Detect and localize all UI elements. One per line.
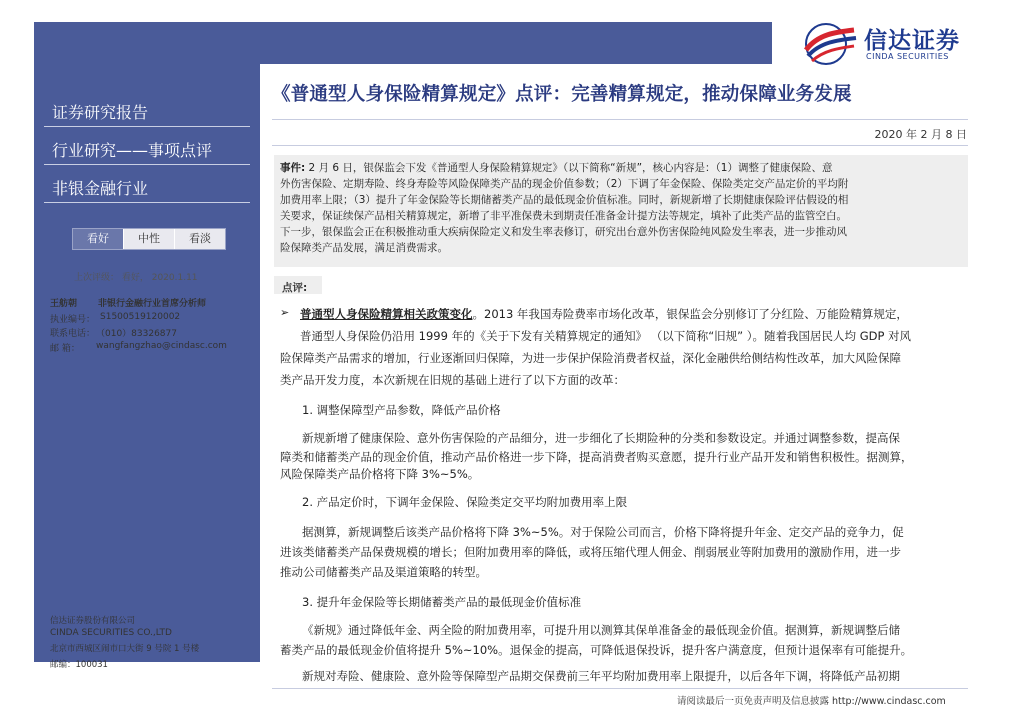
logo-mark-icon <box>798 20 860 66</box>
company-logo <box>798 18 978 66</box>
report-date: 2020 年 2 月 8 日 <box>874 128 967 141</box>
paragraph-line: 推动公司储蓄类产品及渠道策略的转型。 <box>280 565 487 579</box>
logo-text-cn: 信达证券 <box>864 28 960 54</box>
event-line: 险保障类产品发展，满足消费需求。 <box>280 242 448 254</box>
report-type: 证券研究报告 <box>52 103 149 122</box>
event-line: 下一步，银保监会正在积极推动重大疾病保险定义和发生率表修订，研究出台意外伤害保险纯风险发生率表，进一步推动风 <box>280 226 847 238</box>
event-line: 外伤害保险、定期寿险、终身寿险等风险保障类产品的现金价值参数；（2）下调了年金保险、保险类定交产品定价的平均附 <box>280 178 849 190</box>
sidebar <box>34 64 260 662</box>
phone-label: 联系电话： <box>50 329 96 339</box>
sidebar-divider <box>44 126 250 127</box>
event-line: 加费用率上限；（3）提升了年金保险等长期储蓄类产品的最低现金价值标准。同时，新规新增了长期健康保险评估假设的相 <box>280 194 849 206</box>
rating-bearish: 看淡 <box>189 232 211 245</box>
analyst-name: 王舫朝 <box>50 299 78 309</box>
report-category: 行业研究——事项点评 <box>52 141 213 160</box>
paragraph-line: 《新规》通过降低年金、两全险的附加费用率，可提升用以测算其保单准备金的最低现金价值。据测算，新规调整后储 <box>302 623 900 637</box>
disclaimer-note[interactable]: 请阅读最后一页免责声明及信息披露 http://www.cindasc.com <box>677 696 946 707</box>
paragraph-line: 新规新增了健康保险、意外伤害保险的产品细分，进一步细化了长期险种的分类和参数设定。并通过调整参数，提高保 <box>302 431 900 445</box>
license-label: 执业编号： <box>50 315 96 325</box>
company-name-cn: 信达证券股份有限公司 <box>50 616 136 626</box>
section-heading-3: 3. 提升年金保险等长期储蓄类产品的最低现金价值标准 <box>302 595 582 609</box>
footer-divider <box>272 688 968 689</box>
paragraph-line: 类产品开发力度，本次新规在旧规的基础上进行了以下方面的改革： <box>280 373 625 387</box>
top-banner <box>34 22 772 64</box>
rating-bullish: 看好 <box>73 229 124 249</box>
rating-neutral: 中性 <box>124 229 175 249</box>
section-heading-2: 2. 产品定价时，下调年金保险、保险类定交平均附加费用率上限 <box>302 495 628 509</box>
last-rating: 上次评级： 看好， 2020.1.11 <box>74 273 198 283</box>
logo-text-en: CINDA SECURITIES <box>866 52 949 61</box>
title-divider <box>272 119 968 120</box>
license-number: S1500519120002 <box>100 312 181 322</box>
paragraph-line: 进该类储蓄类产品保费规模的增长；但附加费用率的降低，或将压缩代理人佣金、削弱展业等附加费用的激励作用，进一步 <box>280 545 901 559</box>
paragraph-line: 风险保障类产品价格将下降 3%~5%。 <box>280 467 480 481</box>
comment-label: 点评: <box>282 282 308 294</box>
paragraph-line: 据测算，新规调整后该类产品价格将下降 3%~5%。对于保险公司而言，价格下降将提升年金、定交产品的竞争力，促 <box>302 525 904 539</box>
sidebar-divider <box>44 164 250 165</box>
email-label: 邮 箱： <box>50 344 80 354</box>
analyst-title: 非银行金融行业首席分析师 <box>98 299 207 309</box>
event-line: 关要求，保证续保产品相关精算规定，新增了非平准保费未到期责任准备金计提方法等规定，填补了此类产品的监管空白。 <box>280 210 847 222</box>
report-title: 《普通型人身保险精算规定》点评：完善精算规定，推动保障业务发展 <box>272 84 852 105</box>
paragraph-line: 普通型人身保险精算相关政策变化。2013 年我国寿险费率市场化改革，银保监会分别修订了分红险、万能险精算规定， <box>300 307 908 321</box>
paragraph-line: 险保障类产品需求的增加，行业逐渐回归保障，为进一步保护保险消费者权益，深化金融供给侧结构性改革，加大风险保障 <box>280 351 901 365</box>
paragraph-line: 障类和储蓄类产品的现金价值，推动产品价格进一步下降，提高消费者购买意愿，提升行业产品开发和销售积极性。据测算， <box>280 450 913 464</box>
bullet-arrow-icon: ➢ <box>280 306 290 319</box>
paragraph-line: 新规对寿险、健康险、意外险等保障型产品期交保费前三年平均附加费用率上限提升，以后各年下调，将降低产品初期 <box>302 669 900 683</box>
paragraph-line: 蓄类产品的最低现金价值将提升 5%~10%。退保金的提高，可降低退保投诉，提升客户满意度，但预计退保率有可能提升。 <box>280 643 913 657</box>
company-postcode: 邮编：100031 <box>50 660 108 670</box>
company-address: 北京市西城区闹市口大街 9 号院 1 号楼 <box>50 644 200 654</box>
paragraph-line: 普通型人身保险仍沿用 1999 年的《关于下发有关精算规定的通知》 （以下简称“旧规” ）。随着我国居民人均 GDP 对风 <box>300 329 912 343</box>
section-heading-1: 1. 调整保障型产品参数，降低产品价格 <box>302 403 501 417</box>
email-address[interactable]: wangfangzhao@cindasc.com <box>96 341 227 351</box>
rating-selector <box>72 228 226 250</box>
phone-number: （010）83326877 <box>96 329 177 339</box>
event-summary <box>280 160 966 256</box>
company-name-en: CINDA SECURITIES CO.,LTD <box>50 628 172 638</box>
date-divider <box>272 145 968 146</box>
sidebar-divider <box>44 202 250 203</box>
event-line: 事件: 2 月 6 日，银保监会下发《普通型人身保险精算规定》（以下简称“新规”，核心内容是：（1）调整了健康保险、意 <box>280 162 833 174</box>
industry-name: 非银金融行业 <box>52 179 149 198</box>
